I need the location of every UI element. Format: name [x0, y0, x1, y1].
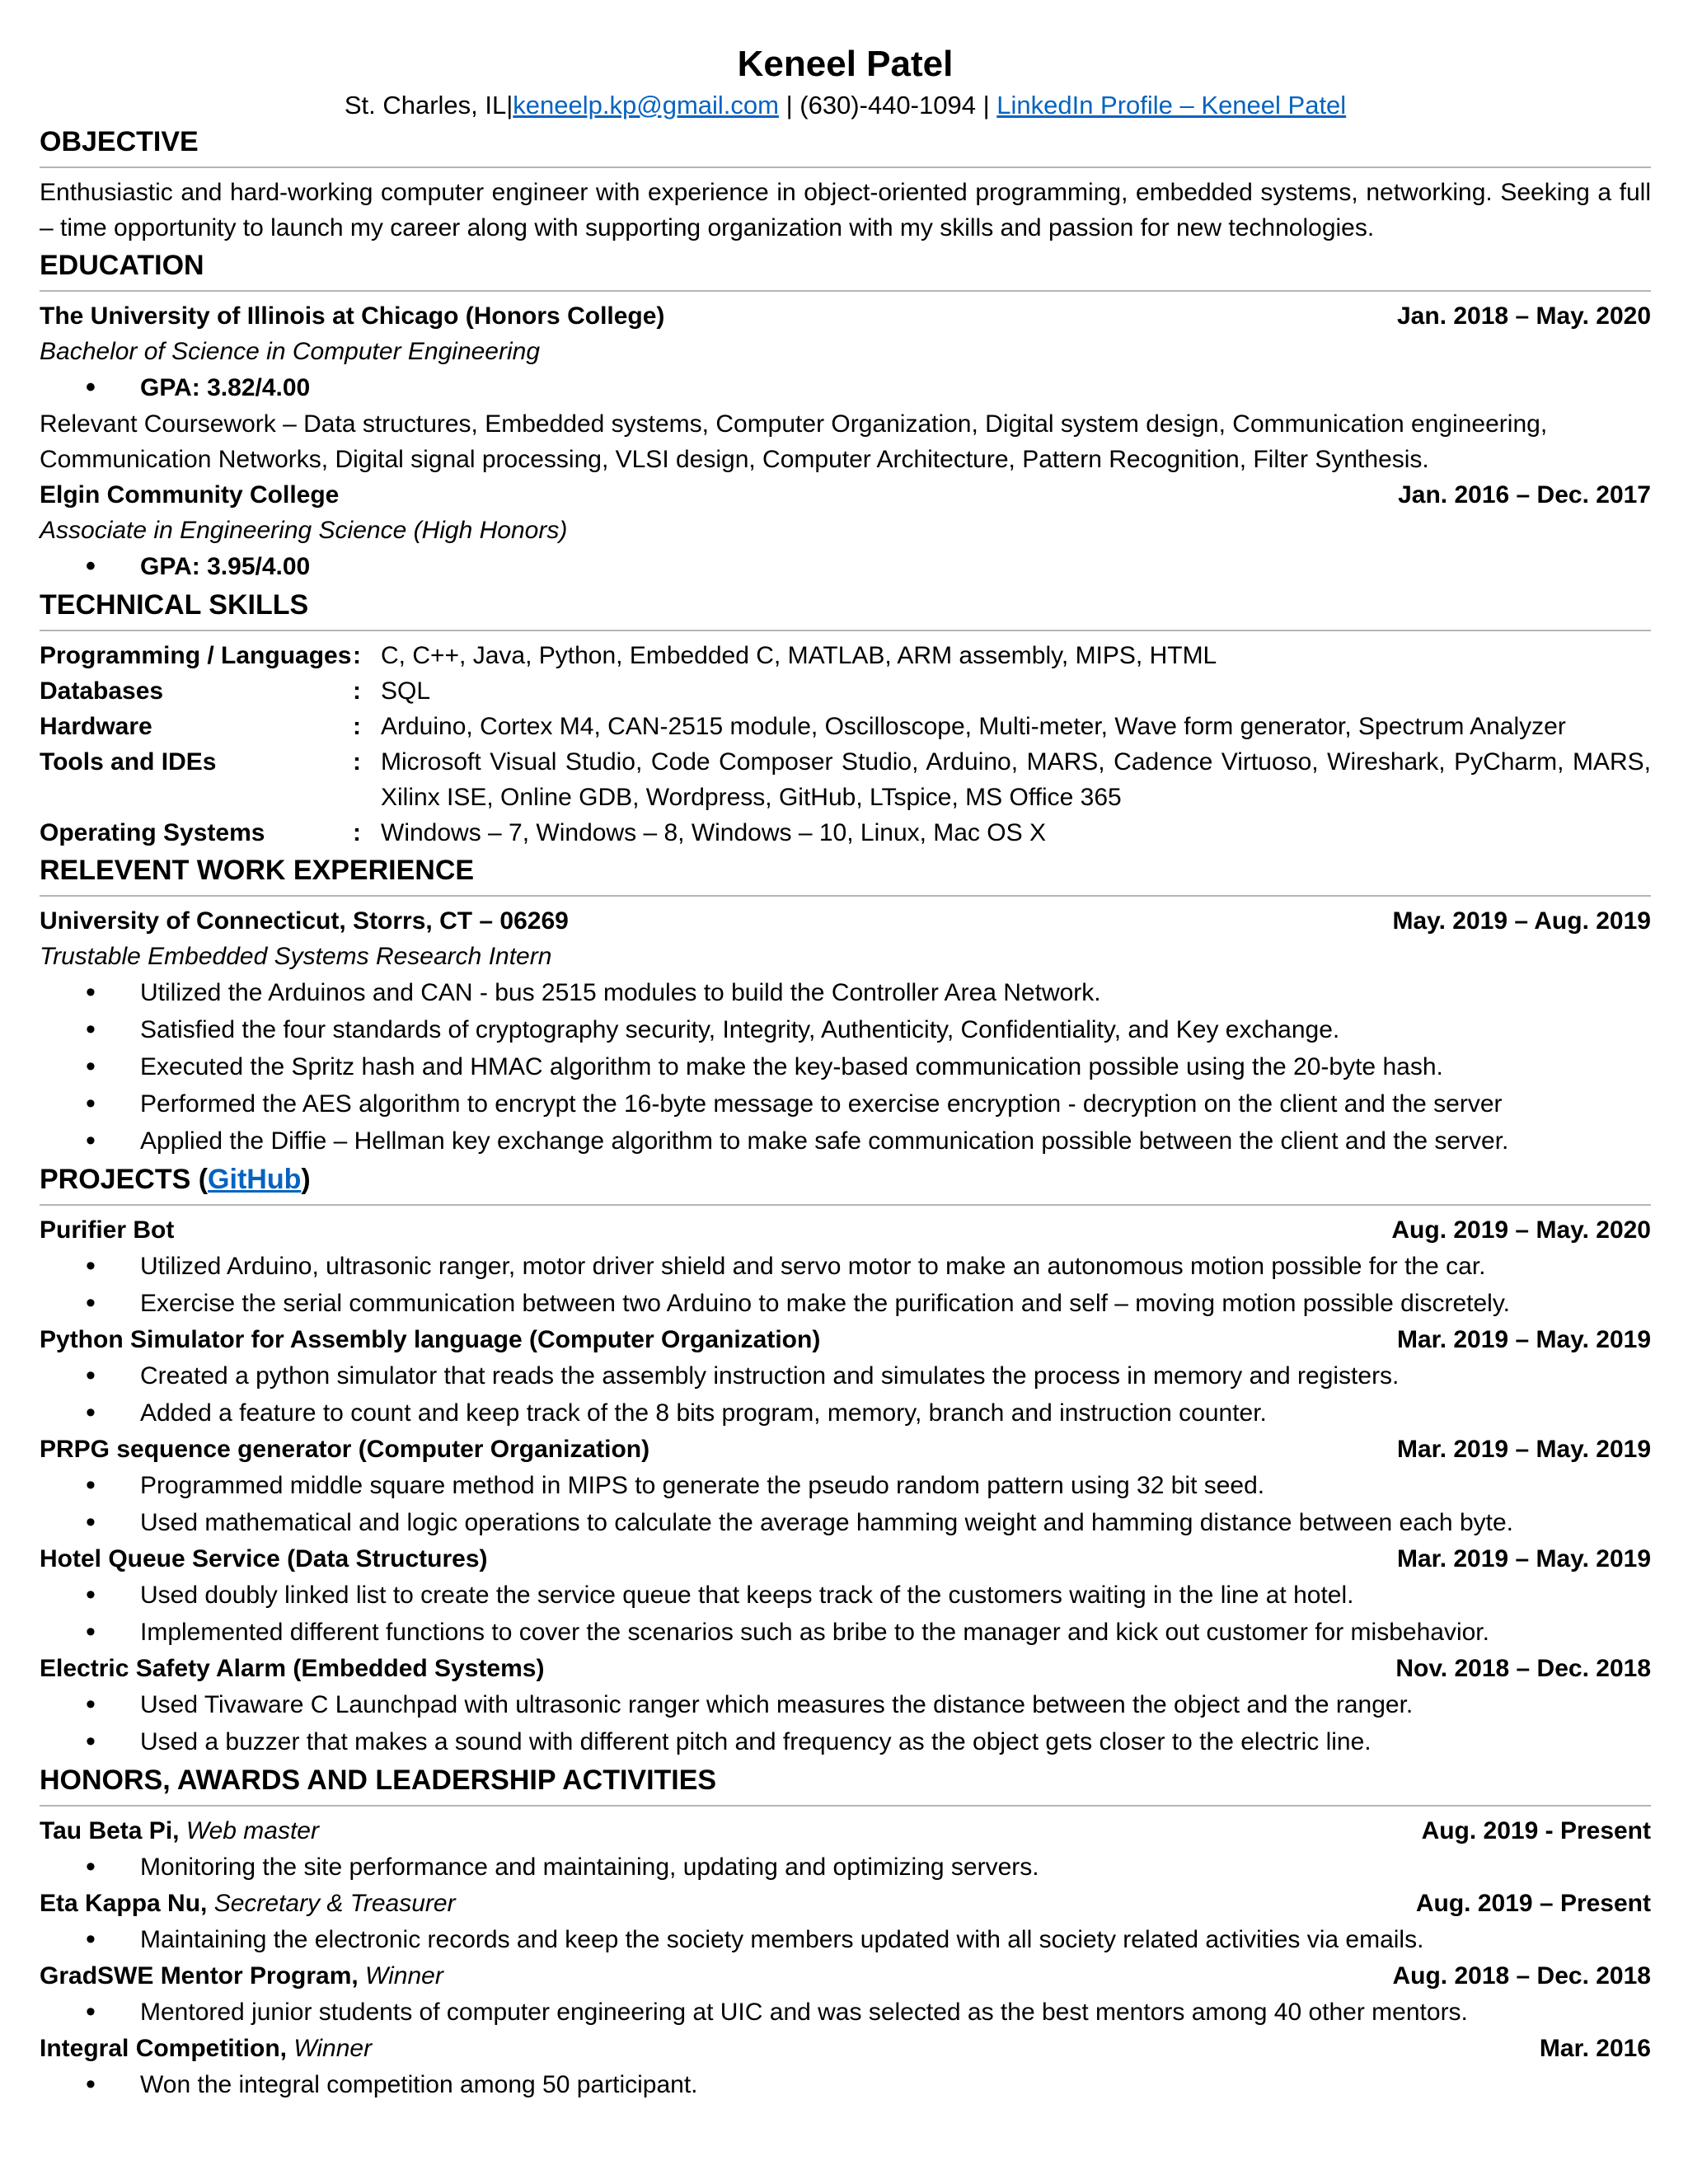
honor-org: Integral Competition, [40, 2035, 287, 2062]
project-name: Python Simulator for Assembly language (Computer Organization) [40, 1326, 821, 1353]
project-dates: Mar. 2019 – May. 2019 [1397, 1436, 1651, 1463]
project-bullet: • Utilized Arduino, ultrasonic ranger, motor driver shield and servo motor to make an autonomous motion possible for the car. [40, 1248, 1651, 1285]
skill-row [40, 638, 1651, 673]
job-role: Trustable Embedded Systems Research Intern [40, 943, 552, 970]
honor-bullet: • Monitoring the site performance and maintaining, updating and optimizing servers. [40, 1849, 1651, 1886]
education-entry [40, 298, 1651, 334]
separator: | [975, 91, 997, 120]
honor-dates: Aug. 2018 – Dec. 2018 [1392, 1962, 1651, 1990]
project-dates: Nov. 2018 – Dec. 2018 [1395, 1655, 1651, 1682]
section-title-education: EDUCATION [40, 247, 1651, 292]
honor-org: Eta Kappa Nu, [40, 1890, 208, 1917]
honor-heading [40, 1958, 443, 1994]
project-bullets [40, 1577, 1651, 1651]
skills-table [40, 638, 1651, 851]
project-entry [40, 1432, 1651, 1467]
contact-line [40, 89, 1651, 122]
project-name: PRPG sequence generator (Computer Organization) [40, 1436, 650, 1463]
honor-entry [40, 1886, 1651, 1921]
coursework: Relevant Coursework – Data structures, Embedded systems, Computer Organization, Digital system design, Communication engineering, Communication Networks, Digital signal processing, VLSI design, Computer Architecture, Pattern Recognition, Filter Synthesis. [40, 410, 1548, 473]
project-bullet: • Used Tivaware C Launchpad with ultrasonic ranger which measures the distance between the object and the ranger. [40, 1686, 1651, 1723]
skill-row [40, 815, 1651, 851]
honor-bullets [40, 1849, 1651, 1886]
honor-heading [40, 2031, 372, 2066]
skill-label: Hardware [40, 713, 152, 740]
degree: Associate in Engineering Science (High Honors) [40, 517, 568, 544]
skill-colon: : [353, 677, 361, 705]
project-bullets [40, 1248, 1651, 1322]
skill-value: Arduino, Cortex M4, CAN-2515 module, Oscilloscope, Multi-meter, Wave form generator, Spectrum Analyzer [381, 713, 1566, 740]
honor-bullet: • Maintaining the electronic records and keep the society members updated with all society related activities via emails. [40, 1921, 1651, 1958]
projects-title-prefix: PROJECTS ( [40, 1164, 209, 1195]
project-entry [40, 1322, 1651, 1357]
project-dates: Mar. 2019 – May. 2019 [1397, 1326, 1651, 1353]
school-name: The University of Illinois at Chicago (Honors College) [40, 302, 665, 330]
skill-value: C, C++, Java, Python, Embedded C, MATLAB, ARM assembly, MIPS, HTML [381, 642, 1217, 669]
project-entry [40, 1212, 1651, 1248]
school-name: Elgin Community College [40, 481, 340, 509]
linkedin-link[interactable]: LinkedIn Profile – Keneel Patel [996, 91, 1347, 120]
project-bullet: • Used a buzzer that makes a sound with different pitch and frequency as the object gets closer to the electric line. [40, 1723, 1651, 1760]
project-bullet: • Used doubly linked list to create the service queue that keeps track of the customers waiting in the line at hotel. [40, 1577, 1651, 1614]
project-bullets [40, 1686, 1651, 1760]
project-bullets [40, 1357, 1651, 1432]
project-bullet: • Programmed middle square method in MIPS to generate the pseudo random pattern using 32 bit seed. [40, 1467, 1651, 1504]
honor-dates: Mar. 2016 [1539, 2035, 1651, 2062]
job-dates: May. 2019 – Aug. 2019 [1392, 907, 1651, 935]
honor-entry [40, 2031, 1651, 2066]
section-title-experience: RELEVENT WORK EXPERIENCE [40, 852, 1651, 897]
school-dates: Jan. 2018 – May. 2020 [1397, 302, 1651, 330]
project-bullet: • Used mathematical and logic operations to calculate the average hamming weight and hamming distance between each byte. [40, 1504, 1651, 1541]
skill-colon: : [353, 748, 361, 776]
project-entry [40, 1541, 1651, 1577]
project-bullet: • Created a python simulator that reads the assembly instruction and simulates the process in memory and registers. [40, 1357, 1651, 1394]
honor-bullets [40, 2066, 1651, 2103]
email-link[interactable]: keneelp.kp@gmail.com [513, 91, 779, 120]
skill-row [40, 744, 1651, 815]
job-entry [40, 903, 1651, 939]
skill-label: Operating Systems [40, 819, 265, 846]
skill-row [40, 709, 1651, 744]
skill-label: Tools and IDEs [40, 748, 217, 776]
honor-role: Web master [179, 1817, 319, 1844]
objective-text: Enthusiastic and hard-working computer engineer with experience in object-oriented programming, embedded systems, networking. Seeking a full – time opportunity to launch my career along with supporting organization with my skills and passion for new technologies. [40, 179, 1651, 241]
separator: | [506, 91, 513, 120]
github-link[interactable]: GitHub [208, 1164, 302, 1195]
location: St. Charles, IL [344, 91, 507, 120]
skill-value: Microsoft Visual Studio, Code Composer Studio, Arduino, MARS, Cadence Virtuoso, Wireshark, PyCharm, MARS, Xilinx ISE, Online GDB, Wordpress, GitHub, LTspice, MS Office 365 [381, 748, 1651, 811]
job-org: University of Connecticut, Storrs, CT – 06269 [40, 907, 569, 935]
job-bullet: • Executed the Spritz hash and HMAC algorithm to make the key-based communication possible using the 20-byte hash. [40, 1048, 1651, 1085]
project-bullets [40, 1467, 1651, 1541]
honor-heading [40, 1886, 456, 1921]
job-bullet: • Satisfied the four standards of cryptography security, Integrity, Authenticity, Confidentiality, and Key exchange. [40, 1011, 1651, 1048]
job-bullet: • Applied the Diffie – Hellman key exchange algorithm to make safe communication possible between the client and the server. [40, 1122, 1651, 1160]
honor-role: Winner [287, 2035, 373, 2062]
project-dates: Mar. 2019 – May. 2019 [1397, 1545, 1651, 1572]
gpa-list [40, 369, 1651, 406]
resume-header [40, 41, 1651, 122]
project-entry [40, 1651, 1651, 1686]
honor-entry [40, 1958, 1651, 1994]
gpa-list [40, 548, 1651, 585]
job-bullets [40, 974, 1651, 1160]
project-bullet: • Implemented different functions to cover the scenarios such as bribe to the manager and kick out customer for misbehavior. [40, 1614, 1651, 1651]
honor-entry [40, 1813, 1651, 1849]
projects-title-suffix: ) [301, 1164, 311, 1195]
skill-row [40, 673, 1651, 709]
job-bullet: • Utilized the Arduinos and CAN - bus 2515 modules to build the Controller Area Network. [40, 974, 1651, 1011]
skill-label: Databases [40, 677, 164, 705]
section-title-skills: TECHNICAL SKILLS [40, 587, 1651, 631]
gpa: • GPA: 3.82/4.00 [40, 369, 1651, 406]
honor-role: Winner [358, 1962, 443, 1990]
skill-label: Programming / Languages [40, 642, 352, 669]
education-entry [40, 477, 1651, 513]
skill-value: SQL [381, 677, 431, 705]
honor-dates: Aug. 2019 – Present [1415, 1890, 1651, 1917]
project-name: Electric Safety Alarm (Embedded Systems) [40, 1655, 545, 1682]
honor-dates: Aug. 2019 - Present [1421, 1817, 1651, 1844]
honor-bullet: • Mentored junior students of computer engineering at UIC and was selected as the best mentors among 40 other mentors. [40, 1994, 1651, 2031]
honor-role: Secretary & Treasurer [207, 1890, 456, 1917]
honor-org: GradSWE Mentor Program, [40, 1962, 359, 1990]
section-title-projects [40, 1161, 1651, 1206]
honor-org: Tau Beta Pi, [40, 1817, 180, 1844]
honor-bullets [40, 1921, 1651, 1958]
skill-colon: : [353, 713, 361, 740]
degree: Bachelor of Science in Computer Engineering [40, 338, 541, 365]
project-bullet: • Exercise the serial communication between two Arduino to make the purification and self – moving motion possible discretely. [40, 1285, 1651, 1322]
job-bullet: • Performed the AES algorithm to encrypt the 16-byte message to exercise encryption - decryption on the client and the server [40, 1085, 1651, 1122]
honor-heading [40, 1813, 319, 1849]
project-name: Hotel Queue Service (Data Structures) [40, 1545, 488, 1572]
resume-page [40, 41, 1651, 2103]
phone-number: (630)-440-1094 [799, 91, 976, 120]
section-title-honors: HONORS, AWARDS AND LEADERSHIP ACTIVITIES [40, 1762, 1651, 1807]
honor-bullet: • Won the integral competition among 50 participant. [40, 2066, 1651, 2103]
skill-colon: : [353, 642, 361, 669]
project-bullet: • Added a feature to count and keep track of the 8 bits program, memory, branch and instruction counter. [40, 1394, 1651, 1432]
candidate-name: Keneel Patel [737, 44, 954, 84]
school-dates: Jan. 2016 – Dec. 2017 [1398, 481, 1651, 509]
project-dates: Aug. 2019 – May. 2020 [1391, 1216, 1651, 1244]
honor-bullets [40, 1994, 1651, 2031]
project-name: Purifier Bot [40, 1216, 175, 1244]
gpa: • GPA: 3.95/4.00 [40, 548, 1651, 585]
skill-colon: : [353, 819, 361, 846]
section-title-objective: OBJECTIVE [40, 124, 1651, 168]
skill-value: Windows – 7, Windows – 8, Windows – 10, Linux, Mac OS X [381, 819, 1046, 846]
separator: | [778, 91, 800, 120]
